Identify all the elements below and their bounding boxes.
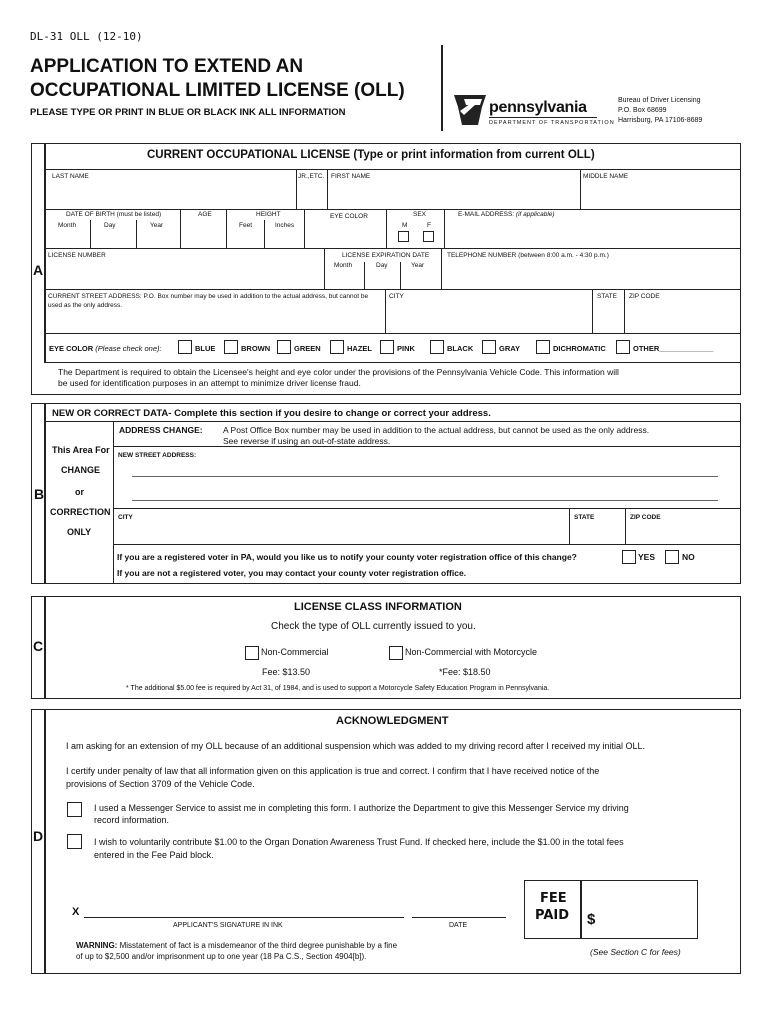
street-address-label-2: used as the only address.	[48, 302, 123, 309]
keystone-icon	[452, 93, 488, 127]
organ-donation-line-1: I wish to voluntarily contribute $1.00 to the Organ Donation Awareness Trust Fund. If checked here, include the $1.00 in the total fees	[94, 837, 624, 847]
logo-underline	[489, 117, 597, 118]
b-vl-zip	[625, 508, 626, 544]
email-field[interactable]	[447, 220, 739, 247]
state-label: STATE	[597, 293, 617, 300]
eye-blue-checkbox[interactable]	[178, 340, 192, 354]
eye-black-checkbox[interactable]	[430, 340, 444, 354]
logo-name: pennsylvania	[489, 99, 587, 116]
street-address-field[interactable]	[46, 310, 383, 332]
form-title-line1: APPLICATION TO EXTEND AN	[30, 56, 304, 77]
eye-color-prompt	[49, 344, 162, 353]
fee-motorcycle: *Fee: $18.50	[439, 667, 491, 677]
date-line	[412, 917, 506, 918]
address-change-text-2: See reverse if using an out-of-state address.	[223, 436, 391, 446]
telephone-note: (between 8:00 a.m. - 4:30 p.m.)	[518, 252, 609, 259]
a-row4-top	[44, 289, 741, 290]
bureau-address-2: P.O. Box 68699	[618, 107, 667, 114]
new-street-field-1[interactable]	[132, 460, 718, 476]
fee-non-commercial: Fee: $13.50	[262, 667, 311, 677]
a-vl-eye	[304, 209, 305, 248]
new-city-label: CITY	[118, 514, 133, 521]
a-vl-tel	[441, 248, 442, 289]
voter-question: If you are a registered voter in PA, would you like us to notify your county voter registration office of this change?	[117, 552, 577, 562]
voter-no-checkbox[interactable]	[665, 550, 679, 564]
side-or: or	[75, 487, 84, 497]
exp-div1	[364, 262, 365, 289]
fee-paid-field[interactable]	[600, 884, 696, 936]
city-label: CITY	[389, 293, 404, 300]
license-number-field[interactable]	[46, 260, 322, 288]
side-correction: CORRECTION	[50, 507, 111, 517]
eye-dichromatic-checkbox[interactable]	[536, 340, 550, 354]
eye-green-label: GREEN	[294, 344, 321, 353]
fee-paid-label-2: PAID	[535, 908, 570, 923]
non-commercial-label: Non-Commercial	[261, 647, 329, 657]
signature-x-mark: X	[72, 906, 80, 918]
dob-div1	[90, 220, 91, 248]
telephone-field[interactable]	[444, 262, 739, 288]
exp-year-label: Year	[411, 262, 425, 269]
warning-text-1: Misstatement of fact is a misdemeanor of the third degree punishable by a fine	[119, 941, 398, 950]
eye-hazel-checkbox[interactable]	[330, 340, 344, 354]
section-a-title: CURRENT OCCUPATIONAL LICENSE (Type or print information from current OLL)	[147, 149, 595, 161]
fee-paid-divider	[580, 880, 582, 939]
sex-m-checkbox[interactable]	[398, 231, 409, 242]
eye-gray-label: GRAY	[499, 344, 520, 353]
exp-day-label: Day	[376, 262, 388, 269]
voter-note: If you are not a registered voter, you may contact your county voter registration office.	[117, 568, 467, 578]
a-vl-jr	[296, 169, 297, 209]
feet-label: Feet	[239, 222, 253, 229]
city-field[interactable]	[387, 303, 590, 332]
penndot-logo	[452, 93, 488, 127]
new-street-field-2[interactable]	[132, 484, 718, 500]
section-d-letter: D	[33, 828, 44, 844]
jr-etc-label: JR.,ETC.	[298, 173, 325, 180]
voter-yes-checkbox[interactable]	[622, 550, 636, 564]
age-label: AGE	[198, 211, 212, 218]
sex-f-checkbox[interactable]	[423, 231, 434, 242]
a-vl-city	[385, 289, 386, 333]
fee-footnote: * The additional $5.00 fee is required by Act 31, of 1984, and is used to support a Motorcycle Safety Education Program in Pennsylvania.	[126, 685, 550, 692]
eye-hazel-label: HAZEL	[347, 344, 372, 353]
eye-color-label: EYE COLOR	[330, 213, 368, 220]
new-street-line-1	[132, 476, 718, 477]
date-label: DATE	[449, 922, 468, 929]
zip-field[interactable]	[626, 303, 739, 332]
a-row1-top	[44, 169, 741, 170]
voter-no-label: NO	[682, 552, 695, 562]
b-city-top	[113, 508, 741, 509]
voter-yes-label: YES	[638, 552, 656, 562]
dob-year-label: Year	[150, 222, 164, 229]
identification-notice-1: The Department is required to obtain the Licensee's height and eye color under the provisions of the Pennsylvania Vehicle Code. This information will	[58, 367, 619, 377]
first-name-field[interactable]	[330, 182, 578, 208]
telephone-label	[447, 252, 609, 259]
b-street-top	[113, 446, 741, 447]
middle-name-field[interactable]	[583, 182, 739, 208]
new-zip-field[interactable]	[627, 522, 739, 543]
section-c-letter: C	[33, 638, 44, 654]
a-vl-sex	[386, 209, 387, 248]
warning-line-1	[76, 941, 397, 950]
form-code: DL-31 OLL (12-10)	[30, 30, 143, 43]
eye-pink-checkbox[interactable]	[380, 340, 394, 354]
messenger-service-line-2: record information.	[94, 815, 170, 825]
email-note: (if applicable)	[515, 211, 555, 218]
eye-blue-label: BLUE	[195, 344, 216, 353]
inches-label: Inches	[275, 222, 295, 229]
b-voter-top	[113, 544, 741, 545]
email-label	[458, 211, 555, 218]
a-row3-top	[44, 248, 741, 249]
warning-line-2: of up to $2,500 and/or imprisonment up to one year (18 Pa C.S., Section 4904[b]).	[76, 952, 367, 961]
section-c-subtitle: Check the type of OLL currently issued to you.	[271, 621, 476, 632]
dob-label: DATE OF BIRTH (must be listed)	[66, 211, 162, 218]
side-change: CHANGE	[61, 465, 101, 475]
sex-label: SEX	[413, 211, 427, 218]
height-label: HEIGHT	[256, 211, 281, 218]
fee-paid-label-1: FEE	[540, 891, 567, 906]
a-vl-height	[226, 209, 227, 248]
non-commercial-motorcycle-label: Non-Commercial with Motorcycle	[405, 647, 538, 657]
eye-brown-checkbox[interactable]	[224, 340, 238, 354]
bureau-address-3: Harrisburg, PA 17106-8689	[618, 117, 703, 124]
fee-paid-dollar: $	[587, 911, 596, 928]
eye-pink-label: PINK	[397, 344, 415, 353]
ink-instruction: PLEASE TYPE OR PRINT IN BLUE OR BLACK INK ALL INFORMATION	[30, 107, 346, 118]
zip-label: ZIP CODE	[629, 293, 660, 300]
exp-month-label: Month	[334, 262, 353, 269]
eye-other-label: OTHER_____________	[633, 344, 714, 353]
acknowledgment-para-2-line-1: I certify under penalty of law that all information given on this application is true and correct. I confirm that I have received notice of the	[66, 766, 600, 776]
first-name-label: FIRST NAME	[331, 173, 371, 180]
non-commercial-checkbox[interactable]	[245, 646, 259, 660]
b-title-bottom	[44, 421, 741, 422]
signature-label: APPLICANT'S SIGNATURE IN INK	[173, 922, 283, 929]
new-state-field[interactable]	[571, 522, 623, 543]
acknowledgment-para-2-line-2: provisions of Section 3709 of the Vehicle Code.	[66, 779, 255, 789]
section-b-letter: B	[34, 486, 45, 502]
warning-label: WARNING:	[76, 941, 118, 950]
new-city-field[interactable]	[116, 522, 567, 543]
eye-dichromatic-label: DICHROMATIC	[553, 344, 606, 353]
logo-sub: DEPARTMENT OF TRANSPORTATION	[489, 120, 615, 126]
a-vl-state	[592, 289, 593, 333]
email-label-text: E-MAIL ADDRESS:	[458, 211, 515, 218]
side-this-area-for: This Area For	[52, 445, 110, 455]
date-field[interactable]	[412, 900, 506, 917]
form-title-line2: OCCUPATIONAL LIMITED LICENSE (OLL)	[30, 80, 405, 101]
sex-f-label: F	[427, 222, 431, 229]
new-street-line-2	[132, 500, 718, 501]
expiration-date-label: LICENSE EXPIRATION DATE	[342, 252, 430, 259]
height-div	[264, 220, 265, 248]
a-row5-top	[44, 333, 741, 334]
header-divider	[441, 45, 443, 131]
section-d-letter-divider	[44, 709, 46, 974]
exp-div2	[400, 262, 401, 289]
eye-brown-label: BROWN	[241, 344, 271, 353]
section-c-letter-divider	[44, 596, 46, 699]
telephone-label-text: TELEPHONE NUMBER	[447, 252, 517, 259]
a-vl-age	[180, 209, 181, 248]
non-commercial-motorcycle-checkbox[interactable]	[389, 646, 403, 660]
bureau-address-1: Bureau of Driver Licensing	[618, 97, 701, 104]
middle-name-label: MIDDLE NAME	[583, 173, 629, 180]
eye-color-prompt-note: (Please check one):	[95, 344, 162, 353]
section-c-title: LICENSE CLASS INFORMATION	[294, 601, 462, 613]
a-vl-middle	[580, 169, 581, 209]
signature-field[interactable]	[84, 900, 404, 917]
a-row6-top	[44, 362, 741, 363]
eye-green-checkbox[interactable]	[277, 340, 291, 354]
address-change-text-1: A Post Office Box number may be used in addition to the actual address, but cannot be used as the only address.	[223, 425, 650, 435]
section-d-title: ACKNOWLEDGMENT	[336, 715, 449, 727]
a-row2-top	[44, 209, 741, 210]
messenger-service-checkbox[interactable]	[67, 802, 82, 817]
section-b-title: NEW OR CORRECT DATA- Complete this section if you desire to change or correct your address.	[52, 408, 491, 419]
dob-day-label: Day	[104, 222, 116, 229]
identification-notice-2: be used for identification purposes in an attempt to minimize driver license fraud.	[58, 378, 361, 388]
a-vl-exp	[324, 248, 325, 289]
dob-div2	[136, 220, 137, 248]
state-field[interactable]	[594, 303, 622, 332]
license-number-label: LICENSE NUMBER	[48, 252, 106, 259]
dob-month-label: Month	[58, 222, 77, 229]
address-change-label: ADDRESS CHANGE:	[119, 425, 203, 435]
b-vl-state	[569, 508, 570, 544]
last-name-label: LAST NAME	[52, 173, 89, 180]
see-section-c-note: (See Section C for fees)	[590, 947, 681, 957]
side-only: ONLY	[67, 527, 92, 537]
organ-donation-checkbox[interactable]	[67, 834, 82, 849]
eye-other-checkbox[interactable]	[616, 340, 630, 354]
messenger-service-line-1: I used a Messenger Service to assist me in completing this form. I authorize the Department to give this Messenger Service my driving	[94, 803, 629, 813]
new-zip-label: ZIP CODE	[630, 514, 661, 521]
eye-gray-checkbox[interactable]	[482, 340, 496, 354]
new-state-label: STATE	[574, 514, 595, 521]
acknowledgment-para-1: I am asking for an extension of my OLL because of an additional suspension which was added to my driving record after I received my initial OLL.	[66, 741, 645, 751]
new-street-label: NEW STREET ADDRESS:	[118, 452, 197, 459]
section-a-letter: A	[33, 262, 44, 278]
sex-m-label: M	[402, 222, 408, 229]
last-name-field[interactable]	[46, 182, 294, 208]
eye-color-prompt-label: EYE COLOR	[49, 344, 94, 353]
street-address-label-1: CURRENT STREET ADDRESS: P.O. Box number may be used in addition to the actual address, but cannot be	[48, 293, 369, 300]
organ-donation-line-2: entered in the Fee Paid block.	[94, 850, 214, 860]
a-vl-email	[444, 209, 445, 248]
a-vl-zip	[624, 289, 625, 333]
eye-black-label: BLACK	[447, 344, 474, 353]
signature-line	[84, 917, 404, 918]
section-b-letter-divider	[44, 403, 46, 584]
a-vl-first	[327, 169, 328, 209]
